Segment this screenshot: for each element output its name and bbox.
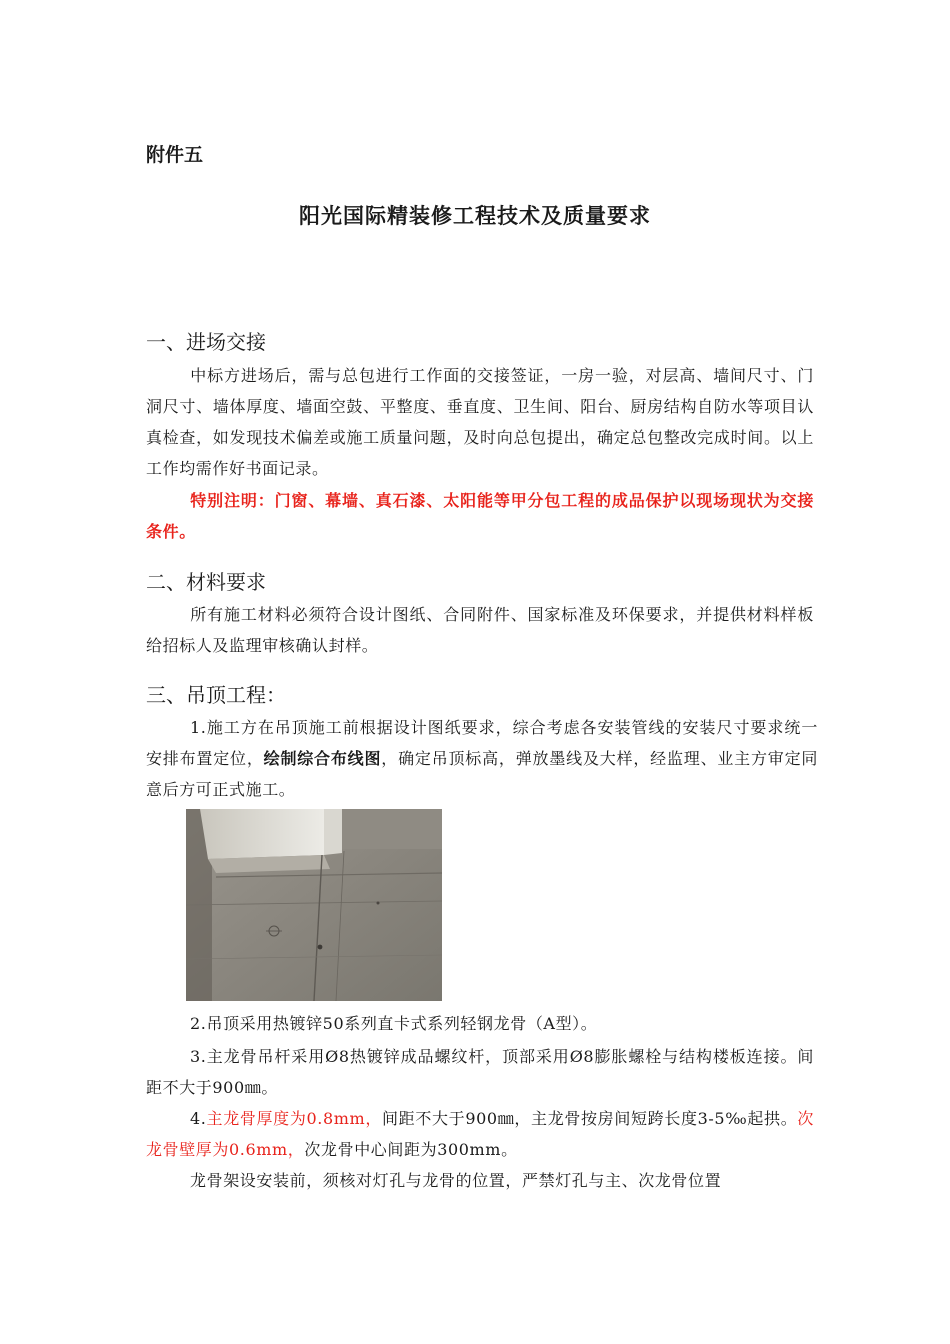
ceiling-layout-photo [186,809,442,1001]
attachment-label: 附件五 [146,144,204,166]
section-materials-paragraph [146,599,814,661]
section-heading-materials: 二、材料要求 [146,570,266,594]
item4-red-main-thickness: 主龙骨厚度为0.8mm， [206,1109,383,1128]
item2-text: 2.吊顶采用热镀锌50系列直卡式系列轻钢龙骨（A型）。 [190,1014,598,1033]
item4-red-secondary-thickness: 次龙骨壁厚为0.6mm， [146,1109,814,1159]
item3-text: 3.主龙骨吊杆采用Ø8热镀锌成品螺纹杆，顶部采用Ø8膨胀螺栓与结构楼板连接。间距不大于900㎜。 [146,1047,814,1097]
section-heading-handover: 一、进场交接 [146,330,266,354]
item1-bold-text: 绘制综合布线图 [263,749,382,768]
paragraph5-text: 龙骨架设安装前，须核对灯孔与龙骨的位置，严禁灯孔与主、次龙骨位置 [190,1171,722,1190]
item1-text-a: 1.施工方在吊顶施工前根据设计图纸要求，综合考虑各安装管线的安装尺寸要求统一安排布置定位， [146,718,818,768]
document-title: 阳光国际精装修工程技术及质量要求 [299,204,651,228]
ceiling-item-2 [146,1008,814,1039]
ceiling-item-4 [146,1103,814,1165]
materials-text: 所有施工材料必须符合设计图纸、合同附件、国家标准及环保要求，并提供材料样板给招标人及监理审核确认封样。 [146,605,814,655]
item4-prefix: 4. [190,1109,207,1128]
handover-text: 中标方进场后，需与总包进行工作面的交接签证，一房一验，对层高、墙间尺寸、门洞尺寸、墙体厚度、墙面空鼓、平整度、垂直度、卫生间、阳台、厨房结构自防水等项目认真检查，如发现技术偏差或施工质量问题，及时向总包提出，确定总包整改完成时间。以上工作均需作好书面记录。 [146,366,814,478]
ceiling-item-1 [146,712,818,805]
section-handover-paragraph [146,360,814,484]
item1-text-b: ，确定吊顶标高，弹放墨线及大样，经监理、业主方审定同意后方可正式施工。 [146,749,818,799]
item4-middle-text: 间距不大于900㎜，主龙骨按房间短跨长度3-5‰起拱。 [382,1109,798,1128]
section-heading-ceiling: 三、吊顶工程： [146,683,286,707]
item4-end-text: 次龙骨中心间距为300mm。 [304,1140,518,1159]
ceiling-paragraph-5 [146,1165,814,1196]
special-note-text: 特别注明：门窗、幕墙、真石漆、太阳能等甲分包工程的成品保护以现场现状为交接条件。 [146,491,814,541]
ceiling-item-3 [146,1041,814,1103]
ceiling-photo-drawing [186,809,442,1001]
special-note [146,485,814,547]
